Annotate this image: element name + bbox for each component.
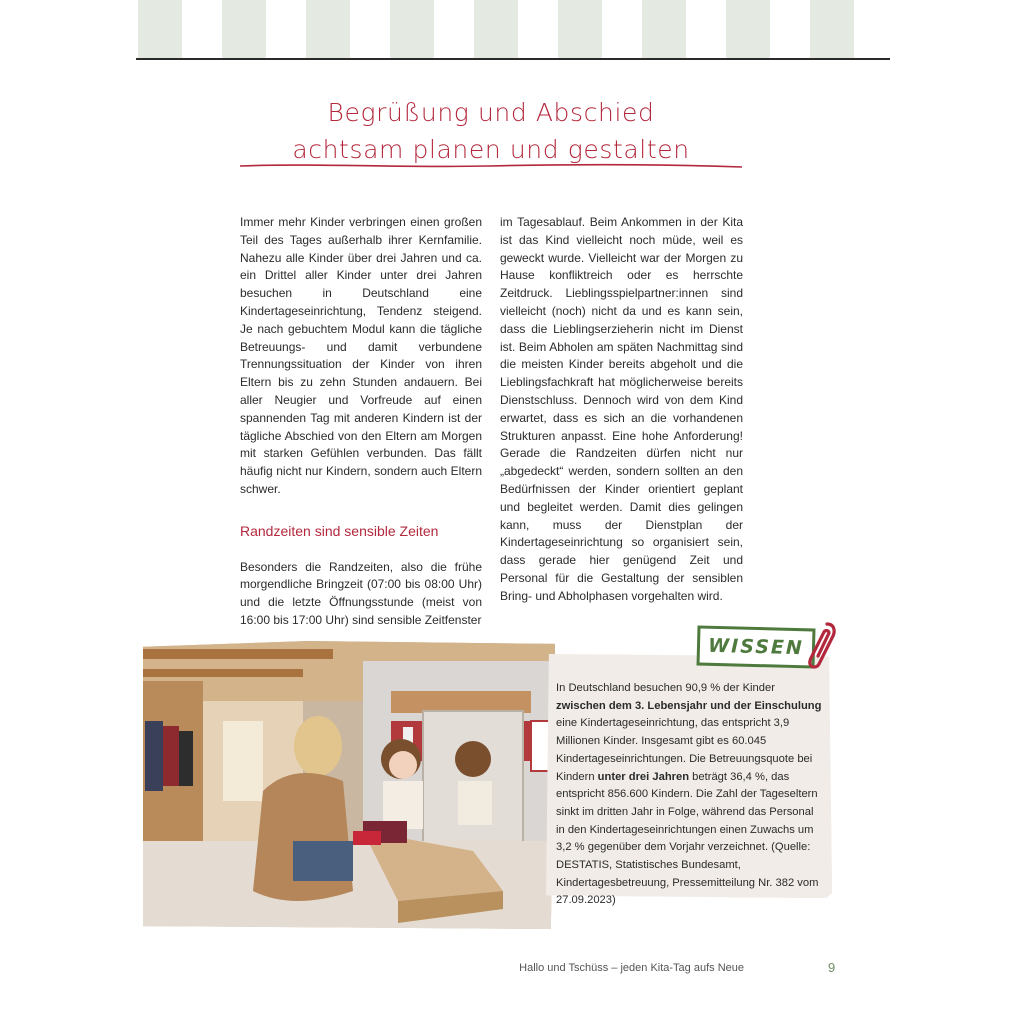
wissen-badge (696, 625, 815, 668)
page-title-line-2: achtsam planen und gestalten (292, 135, 690, 164)
body-paragraph: im Tagesablauf. Beim Ankommen in der Kita ist das Kind vielleicht noch müde, weil es geweckt wurde. Vielleicht war der Morgen zu Hause konfliktreich oder es herrschte Zeitdruck. Lieblingsspielpartner:innen sind vielleicht (noch) nicht da und es kann sein, dass die Lieblingserzieherin nicht im Dienst ist. Beim Abholen am späten Nachmittag sind die meisten Kinder bereits abgeholt und die Lieblingsfachkraft hat möglicherweise bereits Dienstschluss. Dennoch wird von dem Kind erwartet, dass es sich an die vorhandenen Strukturen anpasst. Eine hohe Anforderung! Gerade die Randzeiten dürfen nicht nur „abgedeckt“ werden, sondern sollten an den Bedürfnissen der Kinder orientiert geplant und begleitet werden. Damit dies gelingen kann, muss der Dienstplan der Kindertageseinrichtung so organisiert sein, dass gerade hier genügend Zeit und Personal für die Gestaltung der sensiblen Bring- und Abholphasen vorgehalten wird. (500, 215, 743, 603)
page-number: 9 (828, 960, 836, 975)
kita-cloakroom-photo (143, 641, 555, 929)
info-text-segment: In Deutschland besuchen 90,9 % der Kinder (556, 682, 775, 694)
wissen-badge-label: WISSEN (707, 634, 805, 660)
info-text-segment: eine Kindertageseinrichtung, das entspricht 3,9 Millionen Kinder. Insgesamt gibt es 60.045 Kindertageseinrichtungen. Die Betreuungsquote bei Kindern (556, 717, 813, 783)
header-stripes (138, 0, 890, 58)
title-underline (238, 160, 744, 174)
text-column-right (500, 214, 743, 606)
paperclip-icon (805, 620, 839, 670)
page-title (240, 94, 742, 168)
info-text-segment: beträgt 36,4 %, das entspricht 856.600 Kindern. Die Zahl der Tageseltern sinkt im dritten Jahr in Folge, während das Personal in den Kindertageseinrichtungen einen Zuwachs um 3,2 % gegenüber dem Vorjahr verzeichnet. (Quelle: DESTATIS, Statistisches Bundesamt, Kindertagesbetreuung, Pressemitteilung Nr. 382 vom 27.09.2023) (556, 770, 819, 907)
info-text-bold: zwischen dem 3. Lebensjahr und der Einschulung (556, 699, 822, 712)
header-rule (136, 58, 890, 60)
footer-running-title: Hallo und Tschüss – jeden Kita-Tag aufs Neue (519, 962, 744, 974)
text-column-left (240, 214, 482, 630)
body-paragraph: Immer mehr Kinder verbringen einen großen Teil des Tages außerhalb ihrer Kernfamilie. Nahezu alle Kinder über drei Jahren und ca. ein Drittel aller Kinder unter drei Jahren besuchen in Deutschland eine Kindertageseinrichtung, Tendenz steigend. Je nach gebuchtem Modul kann die tägliche Betreuungs- und damit verbundene Trennungssituation der Kinder von ihren Eltern bis zu zehn Stunden andauern. Bei aller Neugier und Vorfreude auf einen spannenden Tag mit anderen Kindern ist der tägliche Abschied von den Eltern am Morgen mit starken Gefühlen verbunden. Das fällt häufig nicht nur Kindern, sondern auch Eltern schwer. (240, 215, 482, 496)
info-box-text (556, 680, 822, 910)
photo-illustration (143, 641, 555, 929)
body-paragraph: Besonders die Randzeiten, also die frühe morgendliche Bringzeit (07:00 bis 08:00 Uhr) und die letzte Öffnungsstunde (meist von 16:00 bis 17:00 Uhr) sind sensible Zeitfenster (240, 559, 482, 627)
page-title-line-1: Begrüßung und Abschied (327, 98, 655, 127)
section-subheading: Randzeiten sind sensible Zeiten (240, 522, 439, 539)
info-text-bold: unter drei Jahren (597, 770, 690, 783)
